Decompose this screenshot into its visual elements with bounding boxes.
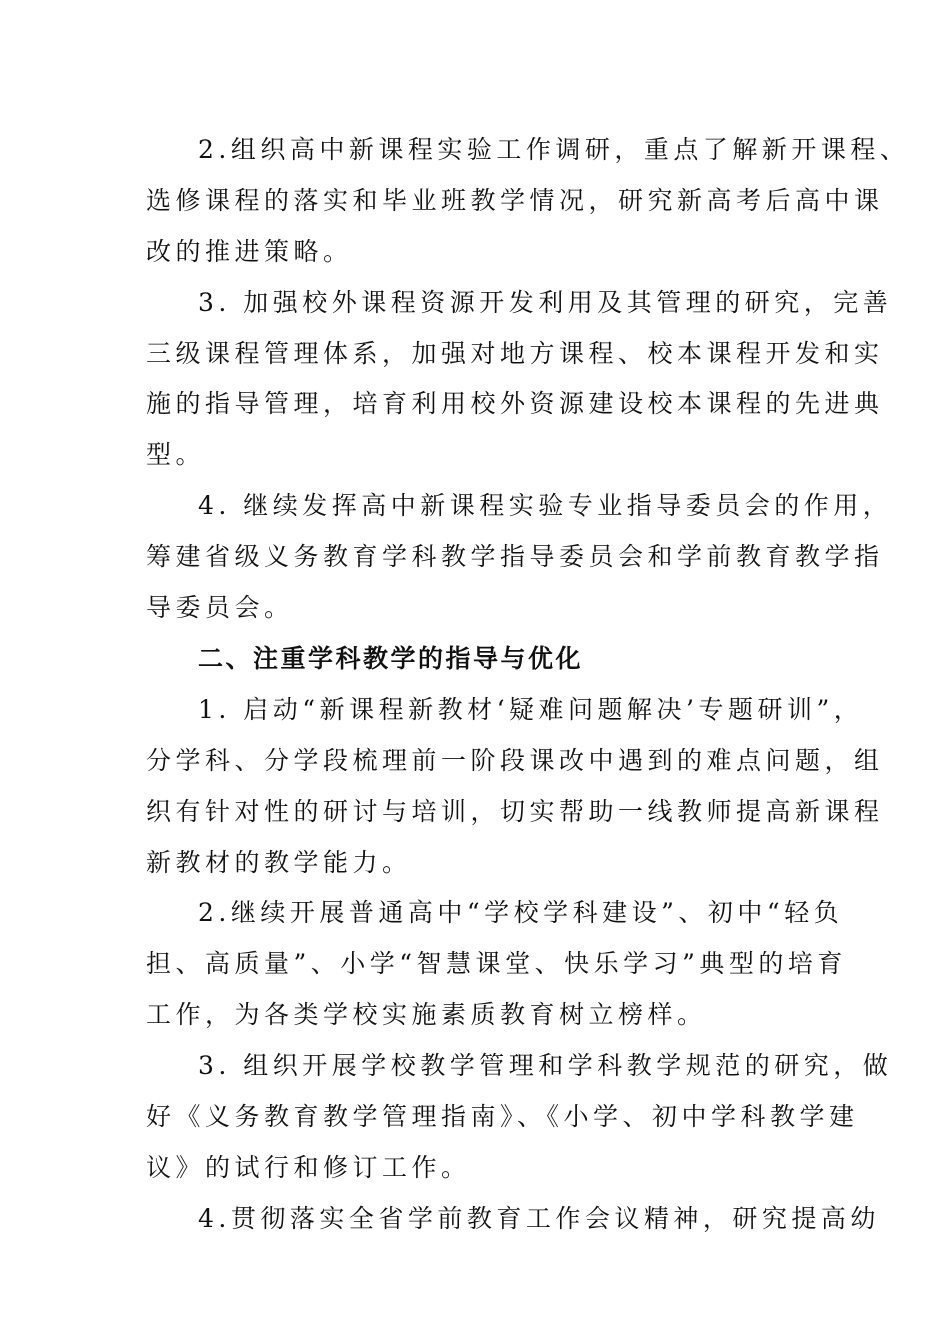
item-3-line-3: 议》的试行和修订工作。 — [146, 1153, 471, 1182]
paragraph-4-line-2: 筹建省级义务教育学科教学指导委员会和学前教育教学指 — [146, 542, 884, 571]
item-1-line-3: 织有针对性的研讨与培训，切实帮助一线教师提高新课程 — [146, 797, 884, 826]
paragraph-3-line-1: 3. 加强校外课程资源开发利用及其管理的研究，完善 — [198, 288, 893, 317]
paragraph-4-line-3: 导委员会。 — [146, 593, 294, 622]
paragraph-2-line-3: 改的推进策略。 — [146, 237, 353, 266]
paragraph-2-line-1: 2.组织高中新课程实验工作调研，重点了解新开课程、 — [198, 135, 910, 164]
item-2-line-3: 工作，为各类学校实施素质教育树立榜样。 — [146, 1000, 707, 1029]
item-2-line-1: 2.继续开展普通高中“学校学科建设”、初中“轻负 — [198, 898, 844, 927]
paragraph-3-line-2: 三级课程管理体系，加强对地方课程、校本课程开发和实 — [146, 339, 884, 368]
item-1-line-2: 分学科、分学段梳理前一阶段课改中遇到的难点问题，组 — [146, 746, 884, 775]
item-3-line-2: 好《义务教育教学管理指南》、《小学、初中学科教学建 — [146, 1102, 859, 1131]
section-heading: 二、注重学科教学的指导与优化 — [198, 644, 584, 673]
paragraph-3-line-3: 施的指导管理，培育利用校外资源建设校本课程的先进典 — [146, 389, 884, 418]
paragraph-4-line-1: 4. 继续发挥高中新课程实验专业指导委员会的作用， — [198, 491, 893, 520]
item-2-line-2: 担、高质量”、小学“智慧课堂、快乐学习”典型的培育 — [146, 949, 847, 978]
paragraph-3-line-4: 型。 — [146, 440, 206, 469]
item-4-line-1: 4.贯彻落实全省学前教育工作会议精神，研究提高幼 — [198, 1204, 880, 1233]
item-3-line-1: 3. 组织开展学校教学管理和学科教学规范的研究，做 — [198, 1051, 893, 1080]
paragraph-2-line-2: 选修课程的落实和毕业班教学情况，研究新高考后高中课 — [146, 186, 884, 215]
item-1-line-4: 新教材的教学能力。 — [146, 848, 412, 877]
item-1-line-1: 1. 启动“新课程新教材‘疑难问题解决’专题研训”， — [198, 695, 864, 724]
